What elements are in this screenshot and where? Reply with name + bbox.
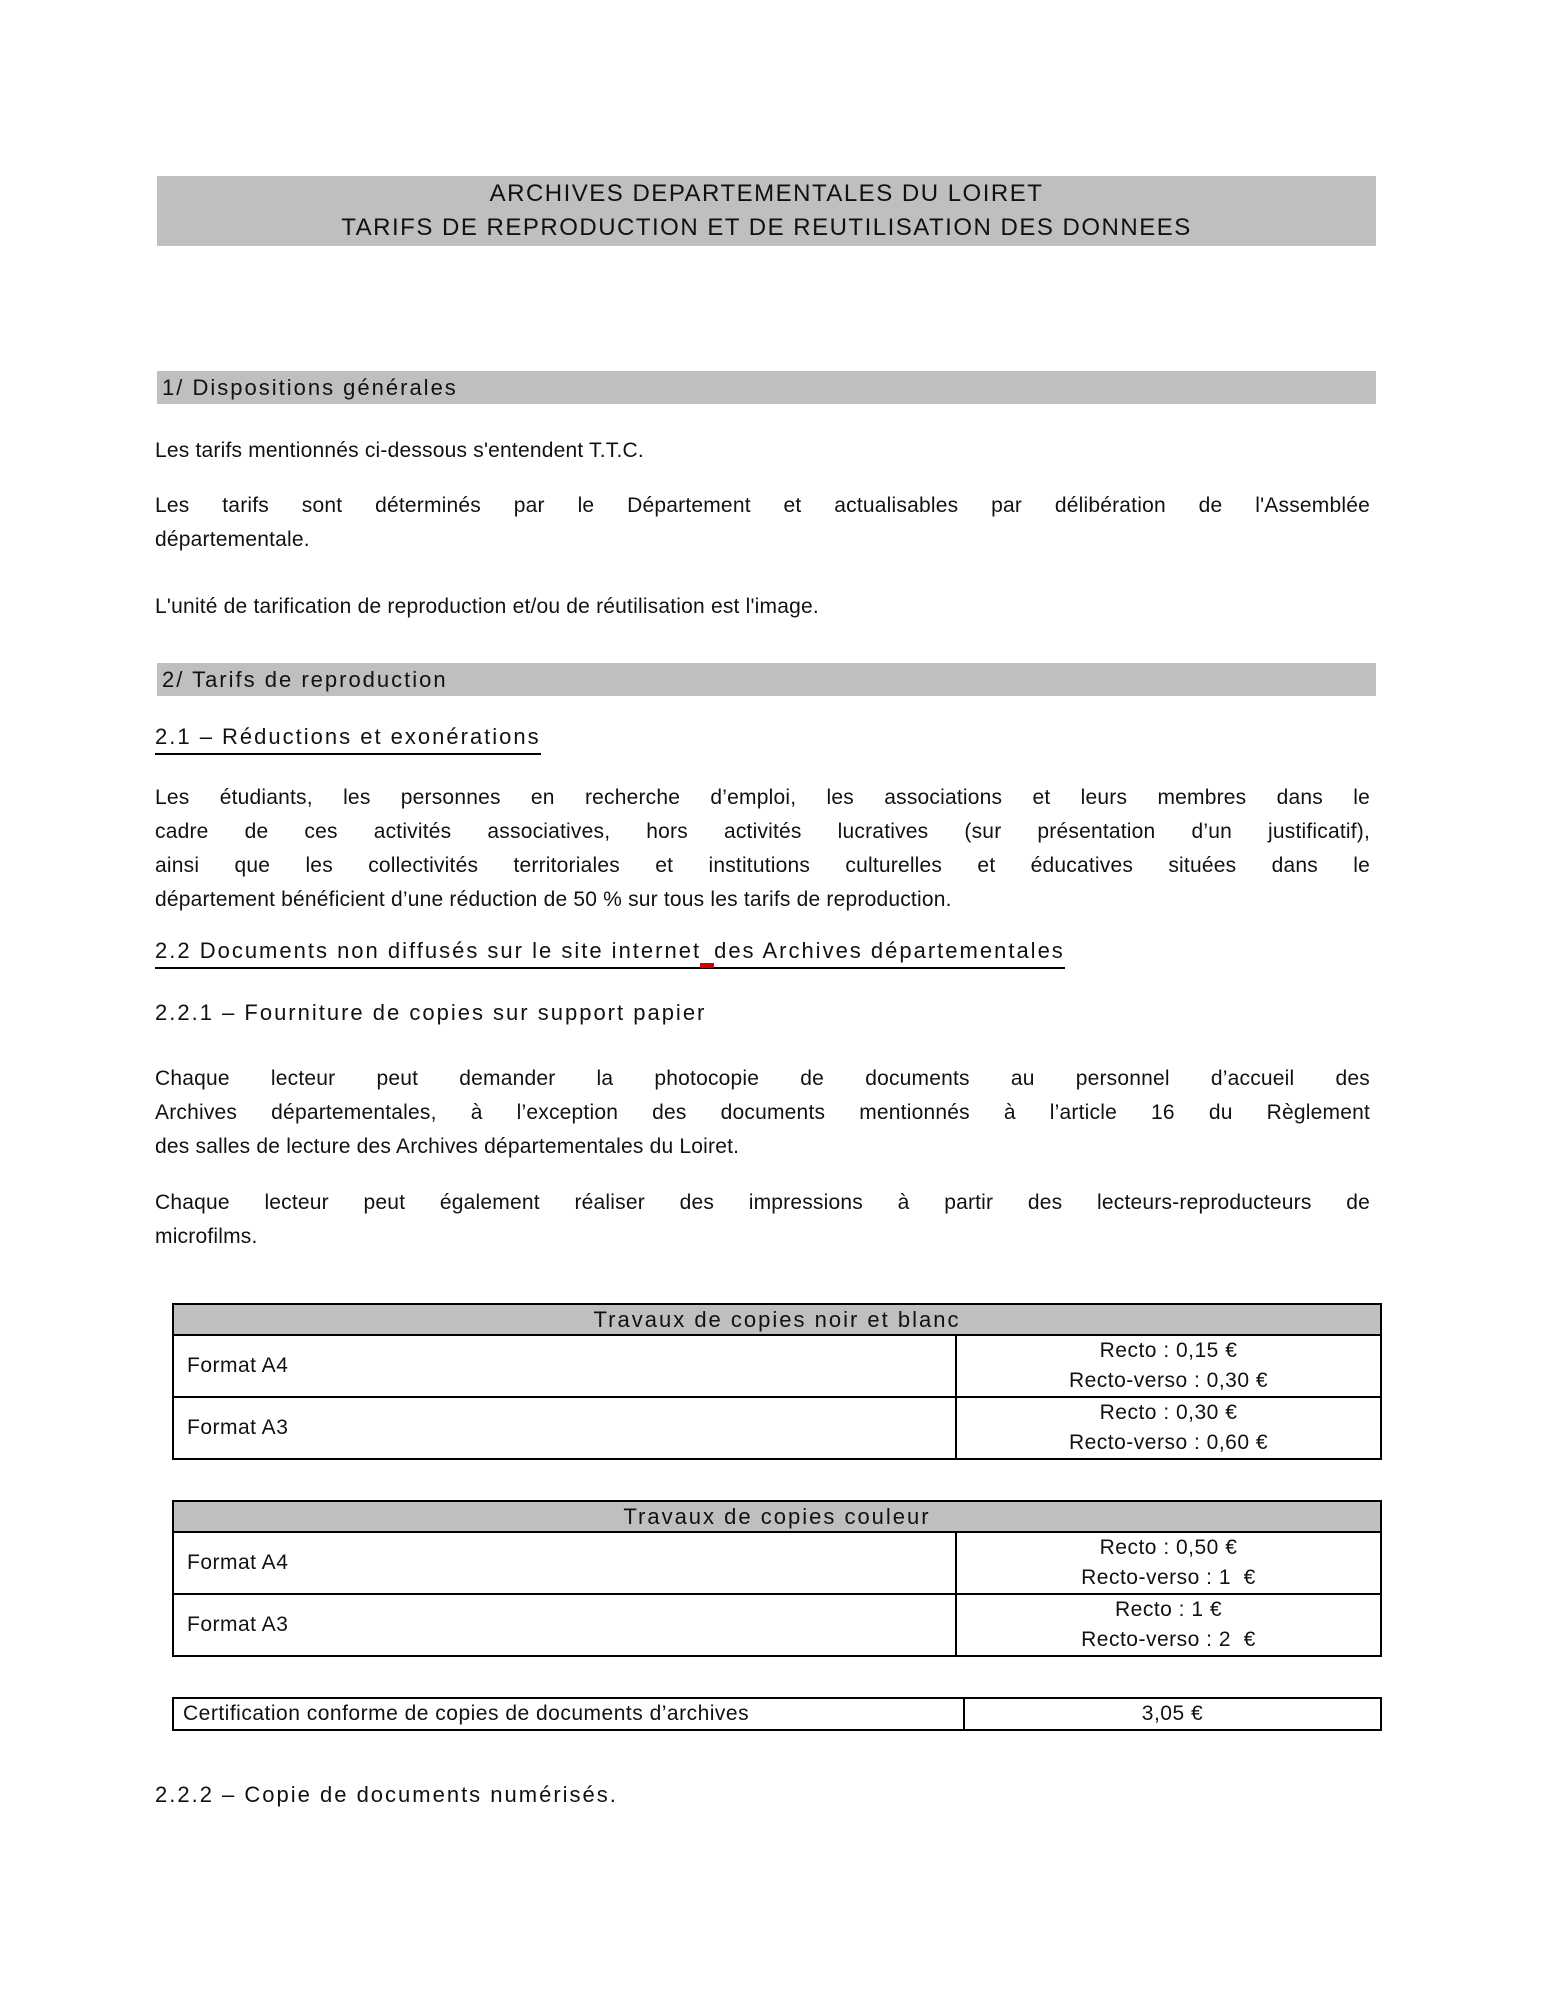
paragraph-line: cadre de ces activités associatives, hors activités lucratives (sur présentation d’un justificatif), — [155, 820, 1370, 843]
section-2-heading: 2/ Tarifs de reproduction — [157, 663, 1376, 696]
table-row — [173, 1532, 1381, 1594]
paragraph-line: microfilms. — [155, 1225, 258, 1248]
paragraph-line: Les étudiants, les personnes en recherche d’emploi, les associations et leurs membres dans le — [155, 786, 1370, 809]
paragraph-photocopie — [155, 1062, 1370, 1164]
table-title: Travaux de copies noir et blanc — [173, 1304, 1381, 1335]
paragraph-line: des salles de lecture des Archives départementales du Loiret. — [155, 1135, 740, 1158]
price-cell — [956, 1335, 1381, 1397]
table-title: Travaux de copies couleur — [173, 1501, 1381, 1532]
price-line: Recto-verso : 2 € — [1081, 1628, 1256, 1651]
section-2-2-heading-part1: 2.2 Documents non diffusés sur le site internet — [155, 938, 702, 963]
document-title-line-2: TARIFS DE REPRODUCTION ET DE REUTILISATION DES DONNEES — [341, 214, 1192, 241]
paragraph-unite-tarification: L'unité de tarification de reproduction et/ou de réutilisation est l'image. — [155, 595, 819, 618]
price-line: Recto-verso : 0,30 € — [1068, 1369, 1269, 1392]
certification-price: 3,05 € — [964, 1698, 1381, 1730]
section-2-2-2-heading: 2.2.2 – Copie de documents numérisés. — [155, 1782, 618, 1807]
price-line: Recto-verso : 0,60 € — [1068, 1431, 1269, 1454]
section-2-2-heading-text — [155, 938, 1065, 969]
format-label: Format A4 — [173, 1532, 956, 1594]
table-header-row — [173, 1501, 1381, 1532]
format-label: Format A3 — [173, 1594, 956, 1656]
paragraph-line: département bénéficient d’une réduction de 50 % sur tous les tarifs de reproduction. — [155, 888, 952, 911]
paragraph-line: départementale. — [155, 528, 310, 551]
table-copies-noir-et-blanc — [172, 1303, 1382, 1460]
price-cell — [956, 1397, 1381, 1459]
table-header-row — [173, 1304, 1381, 1335]
price-line: Recto : 0,30 € — [1099, 1401, 1238, 1424]
paragraph-tarifs-determines — [155, 489, 1370, 557]
paragraph-line: Chaque lecteur peut également réaliser des impressions à partir des lecteurs-reproducteurs de — [155, 1191, 1370, 1214]
price-line: Recto : 1 € — [1114, 1598, 1223, 1621]
table-row — [173, 1397, 1381, 1459]
paragraph-tarifs-ttc: Les tarifs mentionnés ci-dessous s'entendent T.T.C. — [155, 439, 644, 462]
document-title-box — [157, 176, 1376, 246]
document-title-line-1: ARCHIVES DEPARTEMENTALES DU LOIRET — [489, 180, 1044, 207]
section-2-2-1-heading: 2.2.1 – Fourniture de copies sur support papier — [155, 1000, 707, 1025]
paragraph-line: ainsi que les collectivités territoriales et institutions culturelles et éducatives situées dans le — [155, 854, 1370, 877]
paragraph-reductions — [155, 781, 1370, 917]
price-line: Recto-verso : 1 € — [1081, 1566, 1256, 1589]
price-cell — [956, 1532, 1381, 1594]
section-2-1-heading-text: 2.1 – Réductions et exonérations — [155, 724, 541, 755]
table-row — [173, 1698, 1381, 1730]
format-label: Format A3 — [173, 1397, 956, 1459]
price-line: Recto : 0,15 € — [1099, 1339, 1238, 1362]
table-row — [173, 1594, 1381, 1656]
section-2-1-heading — [155, 724, 541, 755]
section-2-2-heading — [155, 938, 1065, 969]
table-row — [173, 1335, 1381, 1397]
paragraph-line: Les tarifs sont déterminés par le Département et actualisables par délibération de l'Assemblée — [155, 494, 1370, 517]
paragraph-line: Chaque lecteur peut demander la photocopie de documents au personnel d’accueil des — [155, 1067, 1370, 1090]
paragraph-line: Archives départementales, à l’exception des documents mentionnés à l’article 16 du Règlement — [155, 1101, 1370, 1124]
format-label: Format A4 — [173, 1335, 956, 1397]
table-copies-couleur — [172, 1500, 1382, 1657]
table-certification — [172, 1697, 1382, 1731]
certification-label: Certification conforme de copies de documents d’archives — [173, 1698, 964, 1730]
section-2-2-heading-part2: des Archives départementales — [714, 938, 1065, 963]
section-1-heading: 1/ Dispositions générales — [157, 371, 1376, 404]
price-cell — [956, 1594, 1381, 1656]
paragraph-microfilms — [155, 1186, 1370, 1254]
price-line: Recto : 0,50 € — [1099, 1536, 1238, 1559]
